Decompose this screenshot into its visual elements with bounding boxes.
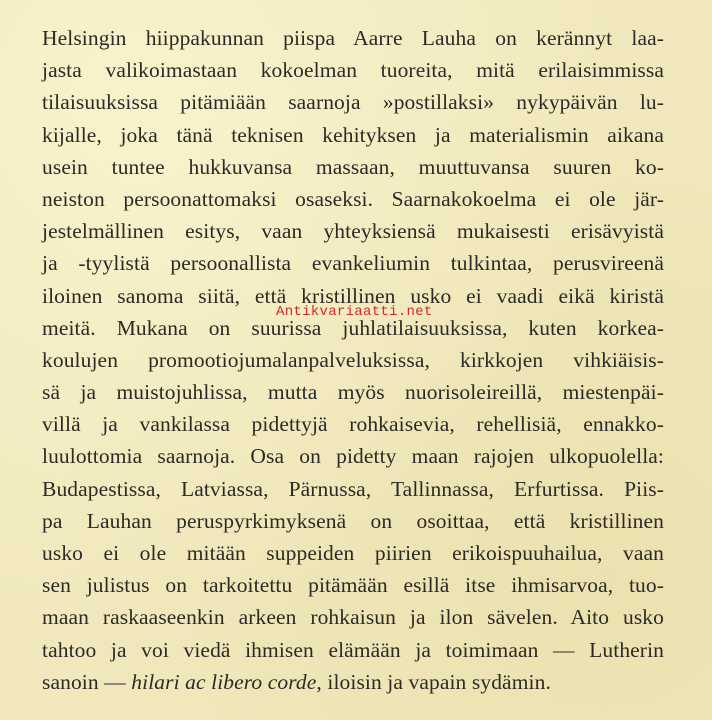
text-line: ja -tyylistä persoonallista evankeliumin tulkintaa, perusvireenä	[42, 251, 664, 276]
text-line: tahtoo ja voi viedä ihmisen elämään ja toimimaan — Lutherin	[42, 637, 664, 662]
text-line: jestelmällinen esitys, vaan yhteyksiensä mukaisesti erisävyistä	[42, 219, 664, 244]
text-line: kijalle, joka tänä teknisen kehityksen ja materialismin aikana	[42, 122, 664, 147]
last-line-end: , iloisin ja vapain sydämin.	[316, 669, 551, 694]
text-line: tilaisuuksissa pitämiään saarnoja »postillaksi» nykypäivän lu-	[42, 90, 664, 115]
text-line: jasta valikoimastaan kokoelman tuoreita, mitä erilaisimmissa	[42, 58, 664, 83]
last-line-start: sanoin —	[42, 669, 132, 694]
text-line: luulottomia saarnoja. Osa on pidetty maan rajojen ulkopuolella:	[42, 444, 664, 469]
last-text-line	[42, 666, 664, 698]
body-text	[42, 22, 664, 698]
text-line: maan raskaaseenkin arkeen rohkaisun ja ilon sävelen. Aito usko	[42, 605, 664, 630]
text-line: koulujen promootiojumalanpalveluksissa, kirkkojen vihkiäisis-	[42, 347, 664, 372]
text-line: sä ja muistojuhlissa, mutta myös nuorisoleireillä, miestenpäi-	[42, 380, 664, 405]
latin-quote: hilari ac libero corde	[131, 669, 317, 694]
text-line: meitä. Mukana on suurissa juhlatilaisuuksissa, kuten korkea-	[42, 315, 664, 340]
text-line: usko ei ole mitään suppeiden piirien erikoispuuhailua, vaan	[42, 541, 664, 565]
text-line: sen julistus on tarkoitettu pitämään esillä itse ihmisarvoa, tuo-	[42, 573, 664, 598]
text-line: villä ja vankilassa pidettyjä rohkaisevia, rehellisiä, ennakko-	[42, 412, 664, 437]
text-line: iloinen sanoma siitä, että kristillinen usko ei vaadi eikä kiristä	[42, 283, 664, 308]
text-line: pa Lauhan peruspyrkimyksenä on osoittaa, että kristillinen	[42, 508, 664, 533]
watermark: Antikvariaatti.net	[276, 304, 433, 320]
text-line: usein tuntee hukkuvansa massaan, muuttuvansa suuren ko-	[42, 154, 664, 179]
text-line: neiston persoonattomaksi osaseksi. Saarnakokoelma ei ole jär-	[42, 186, 664, 211]
text-line: Budapestissa, Latviassa, Pärnussa, Tallinnassa, Erfurtissa. Piis-	[42, 476, 664, 501]
text-line: Helsingin hiippakunnan piispa Aarre Lauha on kerännyt laa-	[42, 26, 664, 50]
